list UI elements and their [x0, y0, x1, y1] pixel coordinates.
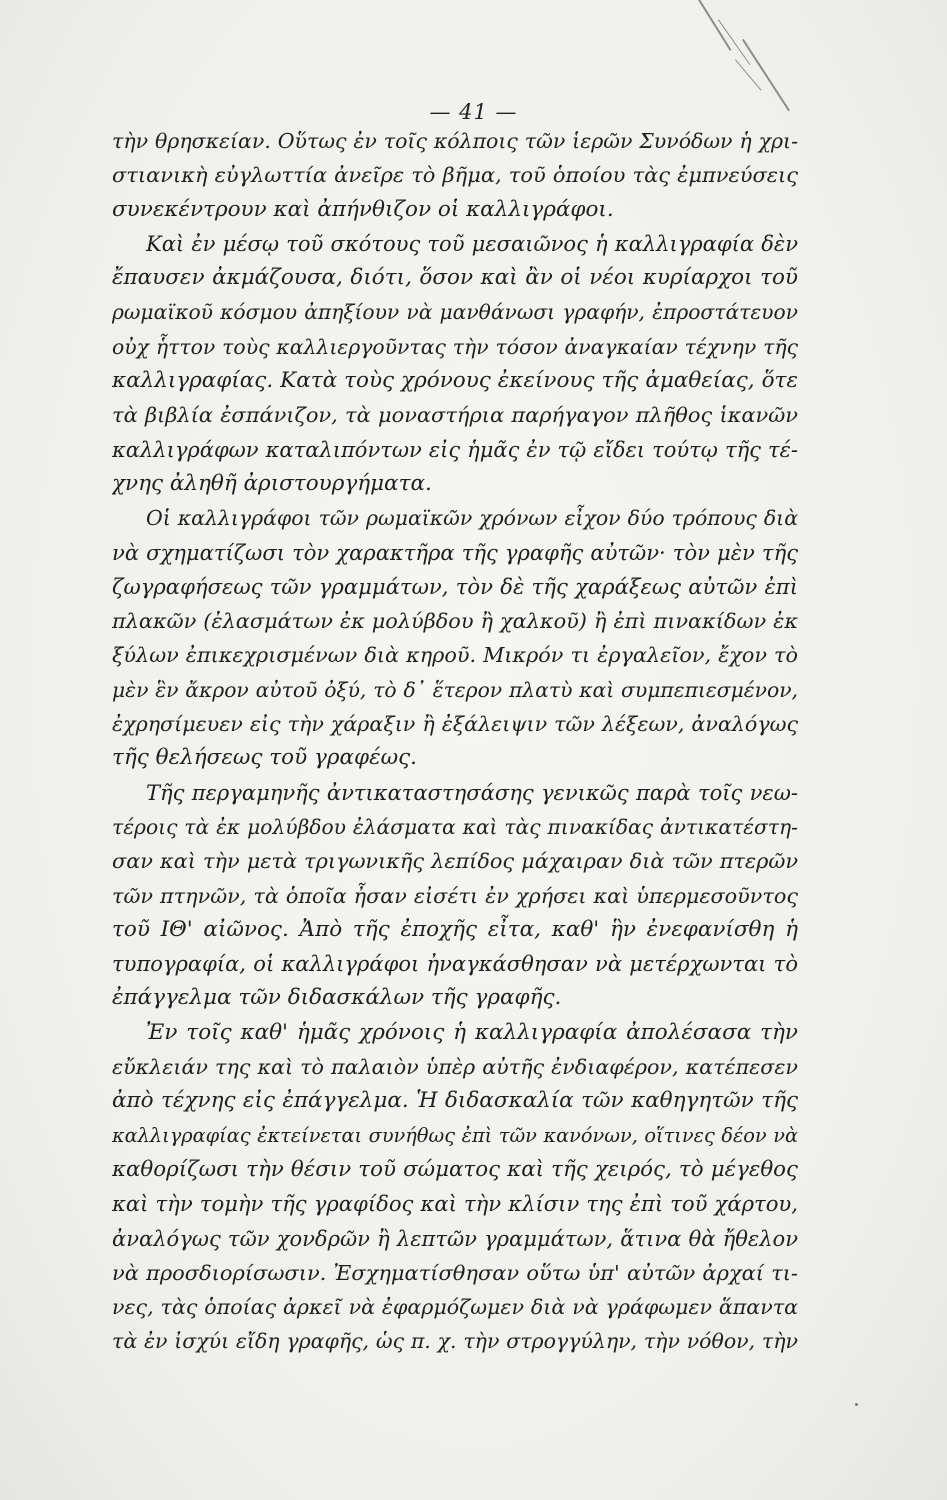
text-line: τὰ βιβλία ἐσπάνιζον, τὰ μοναστήρια παρήγαγον πλῆθος ἱκανῶν	[112, 403, 798, 428]
text-line: εὔκλειάν της καὶ τὸ παλαιὸν ὑπὲρ αὐτῆς ἐνδιαφέρον, κατέπεσεν	[112, 1055, 798, 1080]
text-line: ἔπαυσεν ἀκμάζουσα, διότι, ὅσον καὶ ἂν οἱ νέοι κυρίαρχοι τοῦ	[112, 265, 798, 291]
text-line: καὶ τὴν τομὴν τῆς γραφίδος καὶ τὴν κλίσιν της ἐπὶ τοῦ χάρτου,	[112, 1191, 798, 1217]
text-line: τοῦ ΙΘ' αἰῶνος. Ἀπὸ τῆς ἐποχῆς εἶτα, καθ' ἣν ἐνεφανίσθη ἡ	[112, 916, 798, 942]
text-line: νες, τὰς ὁποίας ἀρκεῖ νὰ ἐφαρμόζωμεν διὰ νὰ γράφωμεν ἅπαντα	[112, 1295, 798, 1320]
text-line: συνεκέντρουν καὶ ἀπήνθιζον οἱ καλλιγράφοι.	[112, 196, 614, 222]
paper-speck	[855, 1403, 858, 1406]
text-line: Ἐν τοῖς καθ' ἡμᾶς χρόνοις ἡ καλλιγραφία ἀπολέσασα τὴν	[146, 1019, 798, 1045]
text-line: τὴν θρησκείαν. Οὕτως ἐν τοῖς κόλποις τῶν ἱερῶν Συνόδων ἡ χρι-	[112, 129, 798, 153]
paper-scratch-mark	[698, 0, 731, 51]
body-text	[112, 124, 798, 1359]
text-line: ζωγραφήσεως τῶν γραμμάτων, τὸν δὲ τῆς χαράξεως αὐτῶν ἐπὶ	[112, 573, 798, 599]
text-line: τῆς θελήσεως τοῦ γραφέως.	[112, 745, 418, 771]
text-line: Τῆς περγαμηνῆς ἀντικαταστησάσης γενικῶς παρὰ τοῖς νεω-	[146, 779, 798, 805]
page-number: — 41 —	[429, 100, 518, 124]
text-line: ἐχρησίμευεν εἰς τὴν χάραξιν ἢ ἐξάλειψιν τῶν λέξεων, ἀναλόγως	[112, 712, 798, 737]
text-line: Καὶ ἐν μέσῳ τοῦ σκότους τοῦ μεσαιῶνος ἡ καλλιγραφία δὲν	[146, 230, 798, 256]
text-line: τυπογραφία, οἱ καλλιγράφοι ἠναγκάσθησαν νὰ μετέρχωνται τὸ	[112, 951, 798, 977]
text-line: στιανικὴ εὐγλωττία ἀνεῖρε τὸ βῆμα, τοῦ ὁποίου τὰς ἐμπνεύσεις	[112, 163, 798, 188]
text-line: Οἱ καλλιγράφοι τῶν ρωμαϊκῶν χρόνων εἶχον δύο τρόπους διὰ	[146, 506, 798, 531]
text-line: νὰ προσδιορίσωσιν. Ἐσχηματίσθησαν οὕτω ὑπ' αὐτῶν ἀρχαί τι-	[112, 1260, 798, 1285]
text-line: καθορίζωσι τὴν θέσιν τοῦ σώματος καὶ τῆς χειρός, τὸ μέγεθος	[112, 1156, 798, 1182]
text-line: τέροις τὰ ἐκ μολύβδου ἐλάσματα καὶ τὰς πινακίδας ἀντικατέστη-	[112, 814, 798, 839]
text-line: τὰ ἐν ἰσχύι εἴδη γραφῆς, ὡς π. χ. τὴν στρογγύλην, τὴν νόθον, τὴν	[112, 1329, 798, 1354]
text-line: ἀναλόγως τῶν χονδρῶν ἢ λεπτῶν γραμμάτων, ἅτινα θὰ ἤθελον	[112, 1225, 798, 1251]
text-line: καλλιγραφίας ἐκτείνεται συνήθως ἐπὶ τῶν κανόνων, οἵτινες δέον νὰ	[112, 1123, 798, 1147]
text-line: χνης ἀληθῆ ἀριστουργήματα.	[112, 470, 432, 496]
text-line: καλλιγραφίας. Κατὰ τοὺς χρόνους ἐκείνους τῆς ἀμαθείας, ὅτε	[112, 368, 798, 394]
text-line: ἀπὸ τέχνης εἰς ἐπάγγελμα. Ἡ διδασκαλία τῶν καθηγητῶν τῆς	[112, 1088, 798, 1114]
text-line: ξύλων ἐπικεχρισμένων διὰ κηροῦ. Μικρόν τι ἐργαλεῖον, ἔχον τὸ	[112, 643, 798, 668]
text-line: οὐχ ἧττον τοὺς καλλιεργοῦντας τὴν τόσον ἀναγκαίαν τέχνην τῆς	[112, 334, 798, 359]
text-line: νὰ σχηματίζωσι τὸν χαρακτῆρα τῆς γραφῆς αὐτῶν· τὸν μὲν τῆς	[112, 539, 798, 565]
text-line: καλλιγράφων καταλιπόντων εἰς ἡμᾶς ἐν τῷ εἴδει τούτῳ τῆς τέ-	[112, 436, 798, 462]
text-line: ἐπάγγελμα τῶν διδασκάλων τῆς γραφῆς.	[112, 985, 562, 1011]
text-line: ρωμαϊκοῦ κόσμου ἀπηξίουν νὰ μανθάνωσι γραφήν, ἐπροστάτευον	[112, 300, 798, 325]
text-line: μὲν ἓν ἄκρον αὐτοῦ ὀξύ, τὸ δ᾽ ἕτερον πλατὺ καὶ συμπεπιεσμένον,	[112, 677, 798, 702]
text-line: σαν καὶ τὴν μετὰ τριγωνικῆς λεπίδος μάχαιραν διὰ τῶν πτερῶν	[112, 849, 798, 874]
text-line: πλακῶν (ἐλασμάτων ἐκ μολύβδου ἢ χαλκοῦ) ἢ ἐπὶ πινακίδων ἐκ	[112, 609, 798, 634]
text-line: τῶν πτηνῶν, τὰ ὁποῖα ἦσαν εἰσέτι ἐν χρήσει καὶ ὑπερμεσοῦντος	[112, 883, 798, 908]
